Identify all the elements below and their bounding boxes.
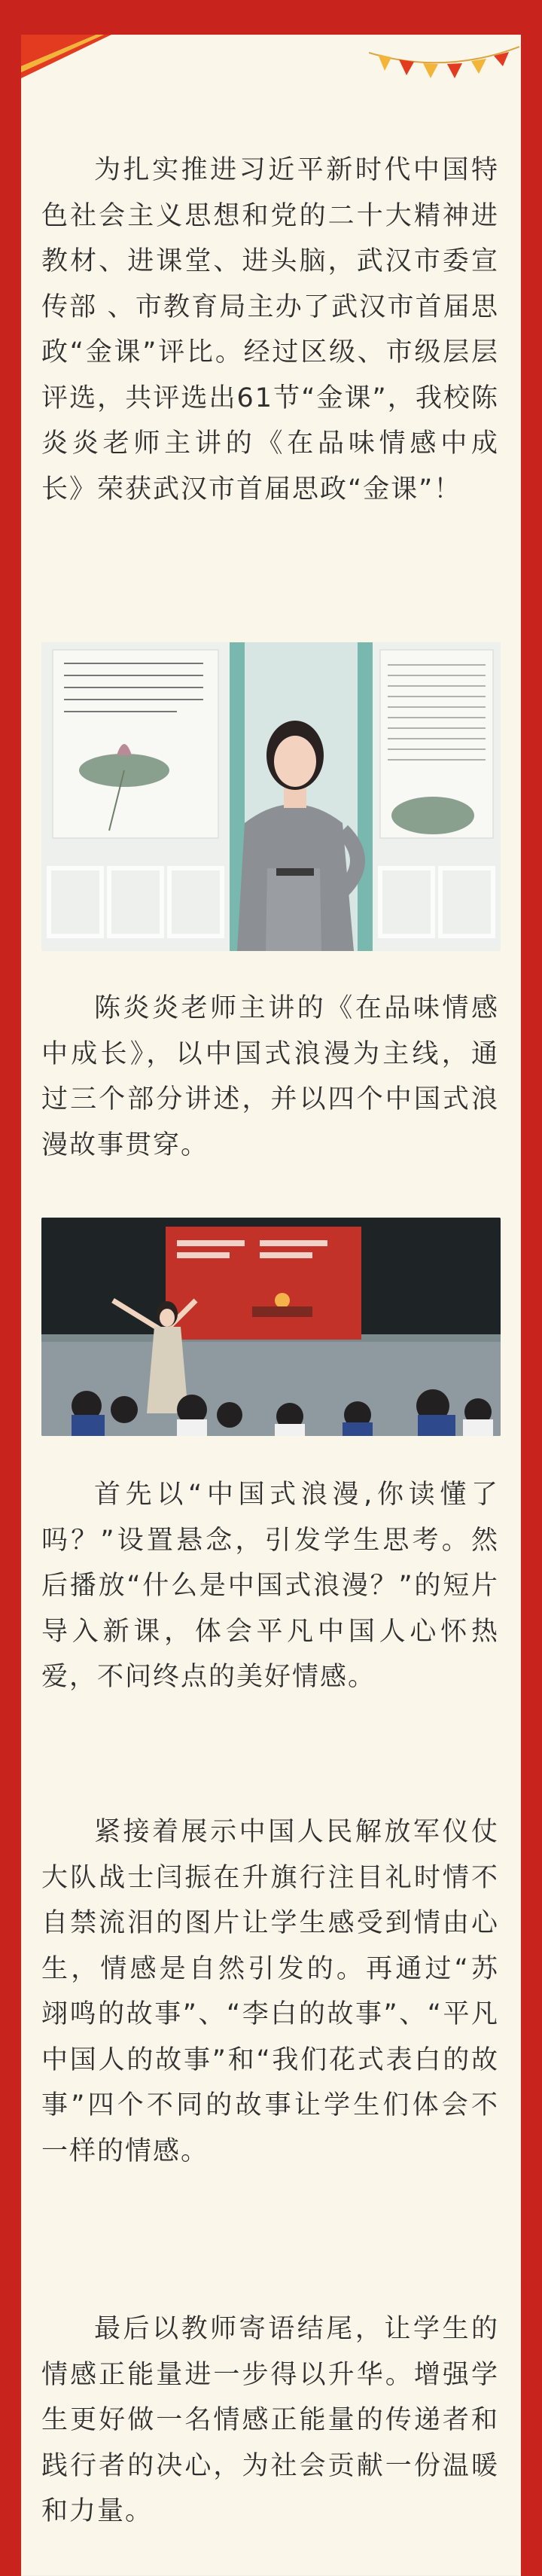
opening-paragraph: 首先以“中国式浪漫,你读懂了吗？”设置悬念，引发学生思考。然后播放“什么是中国式浪漫？”的短片导入新课，体会平凡中国人心怀热爱，不问终点的美好情感。	[41, 1480, 499, 1692]
stories-paragraph: 紧接着展示中国人民解放军仪仗大队战士闫振在升旗行注目礼时情不自禁流泪的图片让学生感受到情由心生，情感是自然引发的。再通过“苏翊鸣的故事”、“李白的故事”、“平凡中国人的故事”和“我们花式表白的故事”四个不同的故事让学生们体会不一样的情感。	[41, 1817, 499, 2166]
conclusion-paragraph: 最后以教师寄语结尾，让学生的情感正能量进一步得以升华。增强学生更好做一名情感正能量的传递者和践行者的决心，为社会贡献一份温暖和力量。	[41, 2314, 499, 2526]
bunting-flags-decoration	[369, 39, 519, 92]
intro-paragraph: 为扎实推进习近平新时代中国特色社会主义思想和党的二十大精神进教材、进课堂、进头脑，武汉市委宣传部 、市教育局主办了武汉市首届思政“金课”评比。经过区级、市级层层评选，共评选出61节“金课”，我校陈炎炎老师主讲的《在品味情感中成长》荣获武汉市首届思政“金课”！	[41, 155, 499, 505]
course-summary-paragraph: 陈炎炎老师主讲的《在品味情感中成长》，以中国式浪漫为主线，通过三个部分讲述，并以四个中国式浪漫故事贯穿。	[41, 993, 499, 1160]
corner-ribbon-decoration	[21, 35, 111, 80]
classroom-lecture-photo	[41, 1218, 501, 1436]
teacher-portrait-photo	[41, 642, 501, 951]
